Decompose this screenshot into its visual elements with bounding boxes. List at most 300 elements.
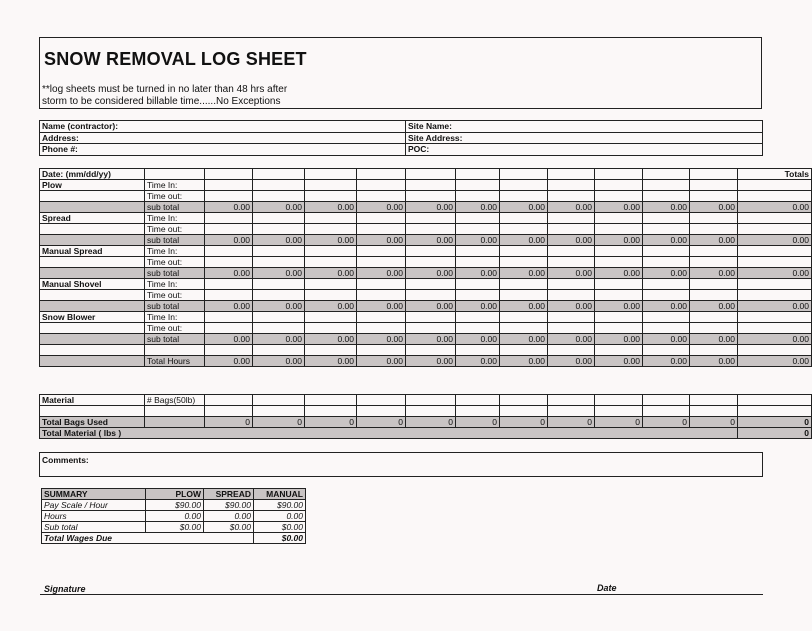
- entry-cell[interactable]: [548, 290, 595, 301]
- entry-cell[interactable]: [357, 406, 406, 417]
- entry-cell[interactable]: [406, 257, 456, 268]
- zero-value-cell: 0.00: [305, 334, 357, 345]
- entry-cell[interactable]: [406, 246, 456, 257]
- zero-value-cell: 0.00: [253, 235, 305, 246]
- contractor-name-field[interactable]: Name (contractor):: [40, 121, 406, 133]
- entry-cell[interactable]: [406, 395, 456, 406]
- entry-cell[interactable]: [595, 312, 643, 323]
- date-column-cell[interactable]: [690, 169, 738, 180]
- entry-cell[interactable]: [205, 290, 253, 301]
- entry-cell[interactable]: [500, 406, 548, 417]
- entry-cell[interactable]: [253, 323, 305, 334]
- entry-cell[interactable]: [738, 279, 812, 290]
- blank-cell: [145, 406, 205, 417]
- entry-cell[interactable]: [738, 213, 812, 224]
- entry-cell[interactable]: [548, 323, 595, 334]
- zero-value-cell: 0.00: [357, 202, 406, 213]
- entry-cell[interactable]: [357, 323, 406, 334]
- entry-cell[interactable]: [595, 213, 643, 224]
- zero-value-cell: 0.00: [738, 202, 812, 213]
- section-label-manual-spread: Manual Spread: [40, 246, 145, 257]
- zero-value-cell: 0.00: [406, 235, 456, 246]
- entry-cell[interactable]: [253, 290, 305, 301]
- zero-value-cell: 0.00: [205, 202, 253, 213]
- entry-cell[interactable]: [643, 406, 690, 417]
- blank-cell: [40, 301, 145, 312]
- entry-cell[interactable]: [205, 406, 253, 417]
- blank-cell[interactable]: [253, 345, 305, 356]
- time-out-row: [40, 191, 812, 202]
- blank-cell: [145, 345, 205, 356]
- zero-value-cell: 0.00: [643, 202, 690, 213]
- zero-value-cell: 0.00: [548, 268, 595, 279]
- entry-cell[interactable]: [357, 257, 406, 268]
- entry-cell[interactable]: [643, 279, 690, 290]
- entry-cell[interactable]: [690, 213, 738, 224]
- zero-value-cell: 0.00: [305, 301, 357, 312]
- zero-value-cell: 0.00: [456, 355, 500, 366]
- zero-value-cell: 0.00: [500, 355, 548, 366]
- entry-cell[interactable]: [738, 180, 812, 191]
- blank-cell: [40, 345, 145, 356]
- total-material-row: [40, 427, 812, 438]
- total-bags-row: [40, 416, 812, 427]
- entry-cell[interactable]: [500, 213, 548, 224]
- bags-label: # Bags(50lb): [145, 395, 205, 406]
- entry-cell[interactable]: [305, 279, 357, 290]
- entry-cell[interactable]: [595, 290, 643, 301]
- entry-cell[interactable]: [205, 257, 253, 268]
- blank-cell[interactable]: [548, 345, 595, 356]
- total-hours-label: Total Hours: [145, 355, 205, 366]
- entry-cell[interactable]: [738, 323, 812, 334]
- entry-cell[interactable]: [548, 312, 595, 323]
- entry-cell[interactable]: [643, 191, 690, 202]
- entry-cell[interactable]: [738, 312, 812, 323]
- entry-cell[interactable]: [205, 246, 253, 257]
- info-table: [39, 120, 763, 156]
- zero-value-cell: 0.00: [253, 301, 305, 312]
- total-bags-value: 0: [738, 416, 812, 427]
- blank-cell: [40, 235, 145, 246]
- entry-cell[interactable]: [253, 406, 305, 417]
- entry-cell[interactable]: [305, 213, 357, 224]
- blank-cell: [40, 323, 145, 334]
- entry-cell[interactable]: [406, 290, 456, 301]
- blank-cell[interactable]: [643, 345, 690, 356]
- zero-value-cell: 0.00: [500, 334, 548, 345]
- blank-cell[interactable]: [690, 345, 738, 356]
- zero-value-cell: 0: [406, 416, 456, 427]
- entry-cell[interactable]: [738, 395, 812, 406]
- time-out-label: Time out:: [145, 257, 205, 268]
- blank-cell: [40, 257, 145, 268]
- entry-cell[interactable]: [305, 312, 357, 323]
- material-label: Material: [40, 395, 145, 406]
- entry-cell[interactable]: [305, 406, 357, 417]
- blank-cell: [40, 355, 145, 366]
- entry-cell[interactable]: [548, 406, 595, 417]
- entry-cell[interactable]: [357, 279, 406, 290]
- entry-cell[interactable]: [500, 191, 548, 202]
- zero-value-cell: 0.00: [500, 268, 548, 279]
- zero-value-cell: 0.00: [357, 235, 406, 246]
- entry-cell[interactable]: [456, 312, 500, 323]
- entry-cell[interactable]: [548, 180, 595, 191]
- entry-cell[interactable]: [690, 323, 738, 334]
- entry-cell[interactable]: [406, 191, 456, 202]
- entry-cell[interactable]: [456, 246, 500, 257]
- zero-value-cell: 0.00: [595, 202, 643, 213]
- entry-cell[interactable]: [305, 246, 357, 257]
- zero-value-cell: 0.00: [253, 334, 305, 345]
- entry-cell[interactable]: [456, 213, 500, 224]
- entry-cell[interactable]: [500, 224, 548, 235]
- entry-cell[interactable]: [357, 290, 406, 301]
- entry-cell[interactable]: [205, 180, 253, 191]
- zero-value-cell: 0.00: [500, 301, 548, 312]
- entry-cell[interactable]: [643, 246, 690, 257]
- zero-value-cell: 0.00: [357, 268, 406, 279]
- zero-value-cell: 0: [548, 416, 595, 427]
- entry-cell[interactable]: [500, 395, 548, 406]
- entry-cell[interactable]: [205, 279, 253, 290]
- site-address-field[interactable]: Site Address:: [406, 132, 763, 144]
- entry-cell[interactable]: [548, 224, 595, 235]
- header-blank: [145, 169, 205, 180]
- zero-value-cell: 0.00: [456, 268, 500, 279]
- blank-cell[interactable]: [500, 345, 548, 356]
- zero-value-cell: 0.00: [305, 355, 357, 366]
- entry-cell[interactable]: [253, 191, 305, 202]
- entry-cell[interactable]: [406, 279, 456, 290]
- entry-cell[interactable]: [738, 406, 812, 417]
- entry-cell[interactable]: [595, 395, 643, 406]
- blank-cell[interactable]: [595, 345, 643, 356]
- entry-cell[interactable]: [406, 406, 456, 417]
- site-name-field[interactable]: Site Name:: [406, 121, 763, 133]
- summary-row-total-wages: [42, 533, 306, 544]
- entry-cell[interactable]: [357, 224, 406, 235]
- entry-cell[interactable]: [690, 180, 738, 191]
- zero-value-cell: 0.00: [643, 355, 690, 366]
- entry-cell[interactable]: [690, 395, 738, 406]
- entry-cell[interactable]: [253, 312, 305, 323]
- date-column-cell[interactable]: [595, 169, 643, 180]
- entry-cell[interactable]: [456, 224, 500, 235]
- entry-cell[interactable]: [595, 191, 643, 202]
- section-label-manual-shovel: Manual Shovel: [40, 279, 145, 290]
- time-out-label: Time out:: [145, 290, 205, 301]
- entry-cell[interactable]: [305, 257, 357, 268]
- zero-value-cell: 0: [500, 416, 548, 427]
- entry-cell[interactable]: [406, 213, 456, 224]
- zero-value-cell: 0: [357, 416, 406, 427]
- time-out-label: Time out:: [145, 323, 205, 334]
- subtotal-label: sub total: [145, 235, 205, 246]
- entry-cell[interactable]: [253, 224, 305, 235]
- totals-header: Totals: [738, 169, 812, 180]
- entry-cell[interactable]: [690, 406, 738, 417]
- zero-value-cell: 0.00: [305, 235, 357, 246]
- time-out-row: [40, 257, 812, 268]
- section-label-snow-blower: Snow Blower: [40, 312, 145, 323]
- blank-cell[interactable]: [305, 345, 357, 356]
- zero-value-cell: 0.00: [406, 334, 456, 345]
- entry-cell[interactable]: [357, 246, 406, 257]
- date-header-row: [40, 169, 812, 180]
- time-in-row: [40, 246, 812, 257]
- subtotal-label: sub total: [145, 334, 205, 345]
- entry-cell[interactable]: [690, 279, 738, 290]
- entry-cell[interactable]: [253, 180, 305, 191]
- zero-value-cell: 0.00: [357, 355, 406, 366]
- zero-value-cell: 0.00: [205, 235, 253, 246]
- comments-label: Comments:: [40, 453, 763, 477]
- blank-cell[interactable]: [205, 345, 253, 356]
- entry-cell[interactable]: [357, 213, 406, 224]
- entry-cell[interactable]: [305, 180, 357, 191]
- entry-cell[interactable]: [205, 224, 253, 235]
- zero-value-cell: 0.00: [456, 334, 500, 345]
- time-out-row: [40, 224, 812, 235]
- entry-cell[interactable]: [738, 191, 812, 202]
- zero-value-cell: 0.00: [690, 202, 738, 213]
- address-field[interactable]: Address:: [40, 132, 406, 144]
- entry-cell[interactable]: [643, 224, 690, 235]
- zero-value-cell: 0.00: [595, 268, 643, 279]
- zero-value-cell: 0.00: [690, 355, 738, 366]
- entry-cell[interactable]: [548, 279, 595, 290]
- zero-value-cell: 0.00: [595, 355, 643, 366]
- entry-cell[interactable]: [253, 395, 305, 406]
- date-column-cell[interactable]: [357, 169, 406, 180]
- date-column-cell[interactable]: [548, 169, 595, 180]
- date-column-cell[interactable]: [205, 169, 253, 180]
- zero-value-cell: 0.00: [305, 268, 357, 279]
- entry-cell[interactable]: [253, 257, 305, 268]
- zero-value-cell: 0.00: [643, 301, 690, 312]
- blank-cell: [40, 224, 145, 235]
- entry-cell[interactable]: [595, 224, 643, 235]
- zero-value-cell: 0.00: [253, 355, 305, 366]
- entry-cell[interactable]: [253, 279, 305, 290]
- entry-cell[interactable]: [643, 180, 690, 191]
- date-column-cell[interactable]: [500, 169, 548, 180]
- total-material-label: Total Material ( lbs ): [40, 427, 738, 438]
- zero-value-cell: 0.00: [500, 235, 548, 246]
- zero-value-cell: 0: [253, 416, 305, 427]
- entry-cell[interactable]: [357, 395, 406, 406]
- entry-cell[interactable]: [738, 246, 812, 257]
- entry-cell[interactable]: [643, 290, 690, 301]
- entry-cell[interactable]: [205, 213, 253, 224]
- date-column-cell[interactable]: [456, 169, 500, 180]
- entry-cell[interactable]: [643, 257, 690, 268]
- entry-cell[interactable]: [406, 323, 456, 334]
- entry-cell[interactable]: [406, 312, 456, 323]
- summary-row-subtotal: Sub total $0.00 $0.00 $0.00: [42, 522, 306, 533]
- entry-cell[interactable]: [456, 257, 500, 268]
- zero-value-cell: 0.00: [500, 202, 548, 213]
- blank-cell[interactable]: [406, 345, 456, 356]
- time-out-row: [40, 290, 812, 301]
- entry-cell[interactable]: [548, 191, 595, 202]
- zero-value-cell: 0.00: [205, 355, 253, 366]
- time-in-row: [40, 213, 812, 224]
- zero-value-cell: 0.00: [738, 268, 812, 279]
- entry-cell[interactable]: [456, 395, 500, 406]
- summary-col-manual: MANUAL: [254, 489, 306, 500]
- subtotal-row: [40, 268, 812, 279]
- entry-cell[interactable]: [500, 279, 548, 290]
- entry-cell[interactable]: [595, 323, 643, 334]
- entry-cell[interactable]: [500, 323, 548, 334]
- entry-cell[interactable]: [305, 395, 357, 406]
- phone-field[interactable]: Phone #:: [40, 144, 406, 156]
- entry-cell[interactable]: [548, 395, 595, 406]
- entry-cell[interactable]: [305, 323, 357, 334]
- entry-cell[interactable]: [500, 180, 548, 191]
- entry-cell[interactable]: [357, 312, 406, 323]
- date-column-cell[interactable]: [406, 169, 456, 180]
- zero-value-cell: 0.00: [253, 202, 305, 213]
- entry-cell[interactable]: [456, 180, 500, 191]
- entry-cell[interactable]: [595, 279, 643, 290]
- entry-cell[interactable]: [690, 290, 738, 301]
- entry-cell[interactable]: [738, 257, 812, 268]
- entry-cell[interactable]: [357, 180, 406, 191]
- submission-note: [42, 84, 342, 108]
- zero-value-cell: 0.00: [738, 235, 812, 246]
- blank-cell[interactable]: [456, 345, 500, 356]
- summary-col-plow: PLOW: [146, 489, 204, 500]
- entry-cell[interactable]: [690, 191, 738, 202]
- entry-cell[interactable]: [205, 312, 253, 323]
- zero-value-cell: 0.00: [738, 355, 812, 366]
- zero-value-cell: 0.00: [643, 235, 690, 246]
- zero-value-cell: 0: [205, 416, 253, 427]
- blank-cell[interactable]: [357, 345, 406, 356]
- zero-value-cell: 0.00: [406, 355, 456, 366]
- zero-value-cell: 0.00: [456, 202, 500, 213]
- zero-value-cell: 0.00: [548, 235, 595, 246]
- entry-cell[interactable]: [690, 257, 738, 268]
- entry-cell[interactable]: [500, 290, 548, 301]
- entry-cell[interactable]: [456, 323, 500, 334]
- time-in-row: [40, 312, 812, 323]
- zero-value-cell: 0.00: [690, 301, 738, 312]
- entry-cell[interactable]: [205, 323, 253, 334]
- entry-cell[interactable]: [690, 246, 738, 257]
- subtotal-row: [40, 301, 812, 312]
- entry-cell[interactable]: [305, 224, 357, 235]
- section-label-spread: Spread: [40, 213, 145, 224]
- entry-cell[interactable]: [456, 406, 500, 417]
- date-label: Date: [597, 583, 617, 593]
- entry-cell[interactable]: [643, 312, 690, 323]
- signature-line[interactable]: [40, 594, 763, 595]
- entry-cell[interactable]: [595, 246, 643, 257]
- entry-cell[interactable]: [548, 246, 595, 257]
- zero-value-cell: 0.00: [357, 334, 406, 345]
- zero-value-cell: 0.00: [595, 301, 643, 312]
- comments-box[interactable]: [39, 452, 763, 477]
- zero-value-cell: 0.00: [738, 301, 812, 312]
- entry-cell[interactable]: [500, 257, 548, 268]
- time-out-label: Time out:: [145, 224, 205, 235]
- section-label-plow: Plow: [40, 180, 145, 191]
- total-hours-row: [40, 355, 812, 366]
- zero-value-cell: 0.00: [595, 235, 643, 246]
- subtotal-row: [40, 334, 812, 345]
- entry-cell[interactable]: [305, 290, 357, 301]
- zero-value-cell: 0: [595, 416, 643, 427]
- entry-cell[interactable]: [406, 180, 456, 191]
- entry-cell[interactable]: [357, 191, 406, 202]
- entry-cell[interactable]: [500, 246, 548, 257]
- zero-value-cell: 0: [690, 416, 738, 427]
- blank-cell: [145, 416, 205, 427]
- entry-cell[interactable]: [738, 290, 812, 301]
- entry-cell[interactable]: [456, 191, 500, 202]
- entry-cell[interactable]: [595, 406, 643, 417]
- summary-row-pay-scale: Pay Scale / Hour $90.00 $90.00 $90.00: [42, 500, 306, 511]
- zero-value-cell: 0.00: [205, 334, 253, 345]
- entry-cell[interactable]: [456, 290, 500, 301]
- zero-value-cell: 0.00: [205, 268, 253, 279]
- entry-cell[interactable]: [738, 224, 812, 235]
- zero-value-cell: 0.00: [690, 268, 738, 279]
- zero-value-cell: 0.00: [406, 202, 456, 213]
- entry-cell[interactable]: [548, 213, 595, 224]
- entry-cell[interactable]: [456, 279, 500, 290]
- material-table: [39, 394, 812, 439]
- note-line-1: **log sheets must be turned in no later than 48 hrs after: [42, 84, 288, 95]
- entry-cell[interactable]: [643, 323, 690, 334]
- entry-cell[interactable]: [253, 246, 305, 257]
- summary-table: [41, 488, 306, 544]
- date-column-cell[interactable]: [253, 169, 305, 180]
- zero-value-cell: 0.00: [205, 301, 253, 312]
- entry-cell[interactable]: [643, 395, 690, 406]
- entry-cell[interactable]: [305, 191, 357, 202]
- total-wages-value: $0.00: [254, 533, 306, 544]
- entry-cell[interactable]: [406, 224, 456, 235]
- zero-value-cell: 0.00: [357, 301, 406, 312]
- date-column-cell[interactable]: [305, 169, 357, 180]
- time-out-label: Time out:: [145, 191, 205, 202]
- entry-cell[interactable]: [205, 395, 253, 406]
- entry-cell[interactable]: [500, 312, 548, 323]
- entry-cell[interactable]: [548, 257, 595, 268]
- spacer-row: [40, 345, 812, 356]
- entry-cell[interactable]: [690, 312, 738, 323]
- material-row: [40, 395, 812, 406]
- zero-value-cell: 0.00: [406, 301, 456, 312]
- poc-field[interactable]: POC:: [406, 144, 763, 156]
- entry-cell[interactable]: [690, 224, 738, 235]
- zero-value-cell: 0.00: [548, 202, 595, 213]
- blank-cell[interactable]: [738, 345, 812, 356]
- entry-cell[interactable]: [205, 191, 253, 202]
- entry-cell[interactable]: [595, 257, 643, 268]
- note-line-2: storm to be considered billable time......No Exceptions: [42, 96, 281, 107]
- date-column-cell[interactable]: [643, 169, 690, 180]
- entry-cell[interactable]: [253, 213, 305, 224]
- entry-cell[interactable]: [643, 213, 690, 224]
- entry-cell[interactable]: [595, 180, 643, 191]
